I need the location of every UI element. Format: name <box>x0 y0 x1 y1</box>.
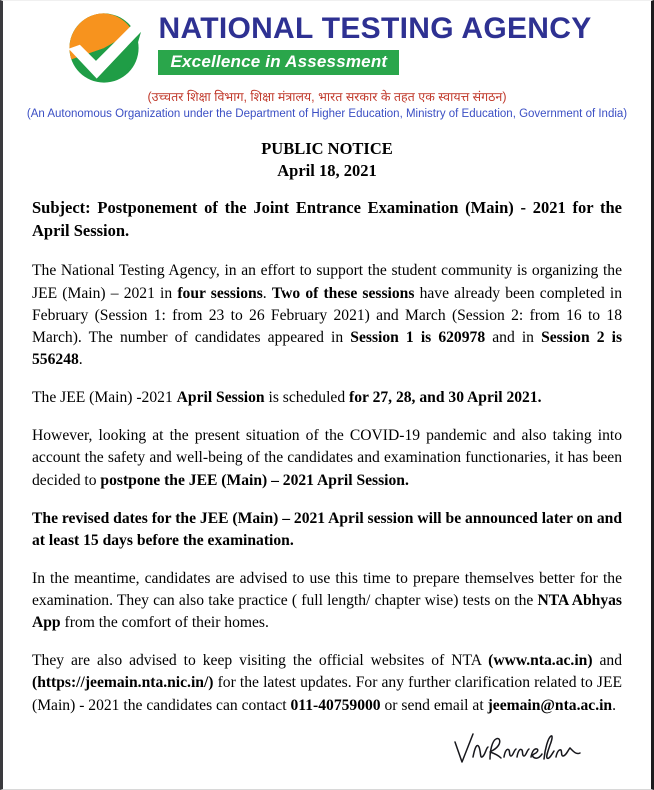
text-segment: is scheduled <box>264 389 350 407</box>
notice-title: PUBLIC NOTICE <box>261 139 393 158</box>
text-bold: four sessions <box>177 284 263 302</box>
text-bold: Two of these sessions <box>271 284 415 302</box>
text-segment: and <box>592 652 622 670</box>
text-bold: April Session <box>176 389 265 407</box>
text-bold: Session 2 is 556248 <box>32 328 623 368</box>
organization-name: NATIONAL TESTING AGENCY <box>158 12 592 45</box>
contact-email: jeemain@nta.ac.in <box>487 696 613 714</box>
website-jeemain: (https://jeemain.nta.nic.in/) <box>32 674 214 692</box>
text-bold: Session 1 is 620978 <box>350 328 486 346</box>
subject-text: Postponement of the Joint Entrance Examination (Main) - 2021 for the April Session. <box>32 197 622 241</box>
brand-block <box>158 9 591 75</box>
subtitle-hindi: (उच्चतर शिक्षा विभाग, शिक्षा मंत्रालय, भारत सरकार के तहत एक स्वायत्त संगठन) <box>147 90 507 104</box>
text-segment: from the comfort of their homes. <box>60 614 269 632</box>
organization-tagline: Excellence in Assessment <box>170 51 388 71</box>
document-content <box>3 1 651 717</box>
text-segment: . <box>262 284 272 302</box>
text-segment: . <box>78 350 83 368</box>
text-segment: The National Testing Agency, in an effort to support the student community is organizing the JEE (Main) – 2021 in <box>32 262 622 302</box>
notice-body <box>25 196 629 717</box>
paragraph-abhyas-app <box>32 568 622 634</box>
paragraph-contact-info <box>32 650 622 716</box>
contact-phone: 011-40759000 <box>290 696 381 714</box>
subject-label: Subject: <box>32 197 91 217</box>
paragraph-sessions-overview <box>32 260 622 371</box>
text-segment: and in <box>485 328 542 346</box>
text-segment: for the latest updates. For any further clarification related to JEE (Main) - 2021 the candidates can contact <box>32 674 622 714</box>
text-bold: for 27, 28, and 30 April 2021. <box>349 389 542 407</box>
text-segment: have already been completed in February (Session 1: from 23 to 26 February 2021) and March (Session 2: from 16 to 18 March). The number of candidates appeared in <box>32 284 623 346</box>
paragraph-revised-dates <box>32 508 622 552</box>
text-segment: or send email at <box>380 696 488 714</box>
website-nta: (www.nta.ac.in) <box>488 652 593 670</box>
notice-heading <box>25 138 629 183</box>
tagline-band <box>158 50 399 75</box>
subject-line <box>32 196 622 244</box>
paragraph-covid-postponement <box>32 425 622 491</box>
text-segment: The revised dates for the JEE (Main) – 2021 April session will be announced later on and at least 15 days before the examination. <box>32 509 623 549</box>
text-segment: The JEE (Main) -2021 <box>32 389 177 407</box>
text-segment: In the meantime, candidates are advised to use this time to prepare themselves better for the examination. They can also take practice ( full length/ chapter wise) tests on the <box>32 569 622 610</box>
signature-icon <box>449 729 599 771</box>
text-segment: They are also advised to keep visiting the official websites of NTA <box>32 652 489 670</box>
paragraph-april-schedule <box>32 387 622 409</box>
text-segment: However, looking at the present situation of the COVID-19 pandemic and also taking into account the safety and well-being of the candidates and examination functionaries, it has been decided to <box>32 427 622 489</box>
signature-block <box>449 729 599 771</box>
letterhead <box>25 5 629 85</box>
notice-date: April 18, 2021 <box>277 161 377 181</box>
text-segment: . <box>612 696 616 714</box>
subtitle-english: (An Autonomous Organization under the Department of Higher Education, Ministry of Education, Government of India) <box>26 107 628 120</box>
nta-tricolor-check-logo-icon <box>62 11 146 85</box>
text-bold: NTA Abhyas App <box>32 592 622 632</box>
text-bold: postpone the JEE (Main) – 2021 April Session. <box>100 471 409 489</box>
